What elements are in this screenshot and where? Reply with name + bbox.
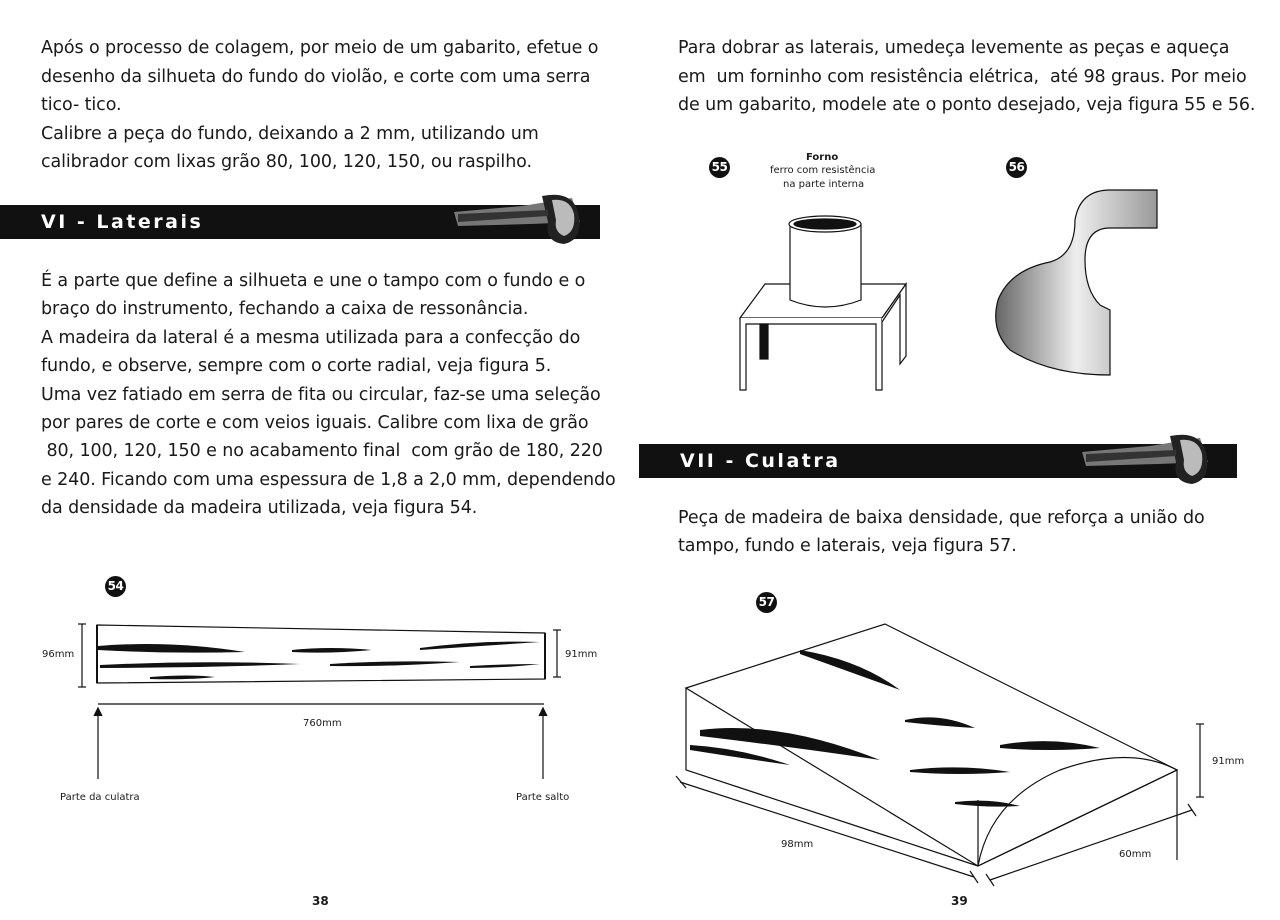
- figure-number-badge: 54: [105, 576, 126, 597]
- text-line: e 240. Ficando com uma espessura de 1,8 a 2,0 mm, dependendo: [41, 469, 616, 490]
- dimension-length: 760mm: [303, 718, 342, 729]
- figure-55-title: Forno: [806, 152, 839, 163]
- page-number: 38: [312, 894, 329, 908]
- label-culatra: Parte da culatra: [60, 792, 140, 803]
- text-line: tampo, fundo e laterais, veja figura 57.: [678, 536, 1017, 557]
- dimension-height-right: 91mm: [565, 649, 598, 660]
- dimension-length: 98mm: [781, 839, 814, 850]
- text-line: Peça de madeira de baixa densidade, que reforça a união do: [678, 508, 1205, 528]
- text-line: de um gabarito, modele ate o ponto desejado, veja figura 55 e 56.: [678, 95, 1256, 116]
- text-line: da densidade da madeira utilizada, veja figura 54.: [41, 498, 478, 519]
- text-line: Calibre a peça do fundo, deixando a 2 mm, utilizando um: [41, 123, 539, 144]
- text-line: É a parte que define a silhueta e une o tampo com o fundo e o: [41, 271, 586, 291]
- text-line: fundo, e observe, sempre com o corte radial, veja figura 5.: [41, 356, 552, 377]
- figure-55-caption: ferro com resistência: [770, 165, 876, 176]
- figure-number-badge: 56: [1006, 157, 1027, 178]
- text-line: 80, 100, 120, 150 e no acabamento final com grão de 180, 220: [41, 441, 603, 462]
- dimension-width: 60mm: [1119, 849, 1152, 860]
- page-number: 39: [951, 894, 968, 908]
- figure-number-badge: 55: [709, 157, 730, 178]
- text-line: Uma vez fatiado em serra de fita ou circular, faz-se uma seleção: [41, 384, 601, 405]
- text-line: tico- tico.: [41, 95, 122, 116]
- dimension-height: 91mm: [1212, 756, 1245, 767]
- text-line: braço do instrumento, fechando a caixa de ressonância.: [41, 299, 529, 320]
- text-line: calibrador com lixas grão 80, 100, 120, 150, ou raspilho.: [41, 152, 532, 173]
- text-line: A madeira da lateral é a mesma utilizada para a confecção do: [41, 327, 581, 348]
- figure-55-caption: na parte interna: [783, 179, 865, 190]
- text-line: desenho da silhueta do fundo do violão, e corte com uma serra: [41, 66, 591, 87]
- dimension-height-left: 96mm: [42, 649, 75, 660]
- text-line: Após o processo de colagem, por meio de um gabarito, efetue o: [41, 38, 599, 58]
- label-salto: Parte salto: [516, 792, 570, 803]
- text-line: Para dobrar as laterais, umedeça levemente as peças e aqueça: [678, 38, 1230, 58]
- section-title: VII - Culatra: [680, 450, 841, 472]
- figure-number-badge: 57: [756, 592, 777, 613]
- section-title: VI - Laterais: [41, 211, 204, 233]
- text-line: em um forninho com resistência elétrica, até 98 graus. Por meio: [678, 66, 1247, 87]
- text-line: por pares de corte e com veios iguais. Calibre com lixa de grão: [41, 413, 589, 433]
